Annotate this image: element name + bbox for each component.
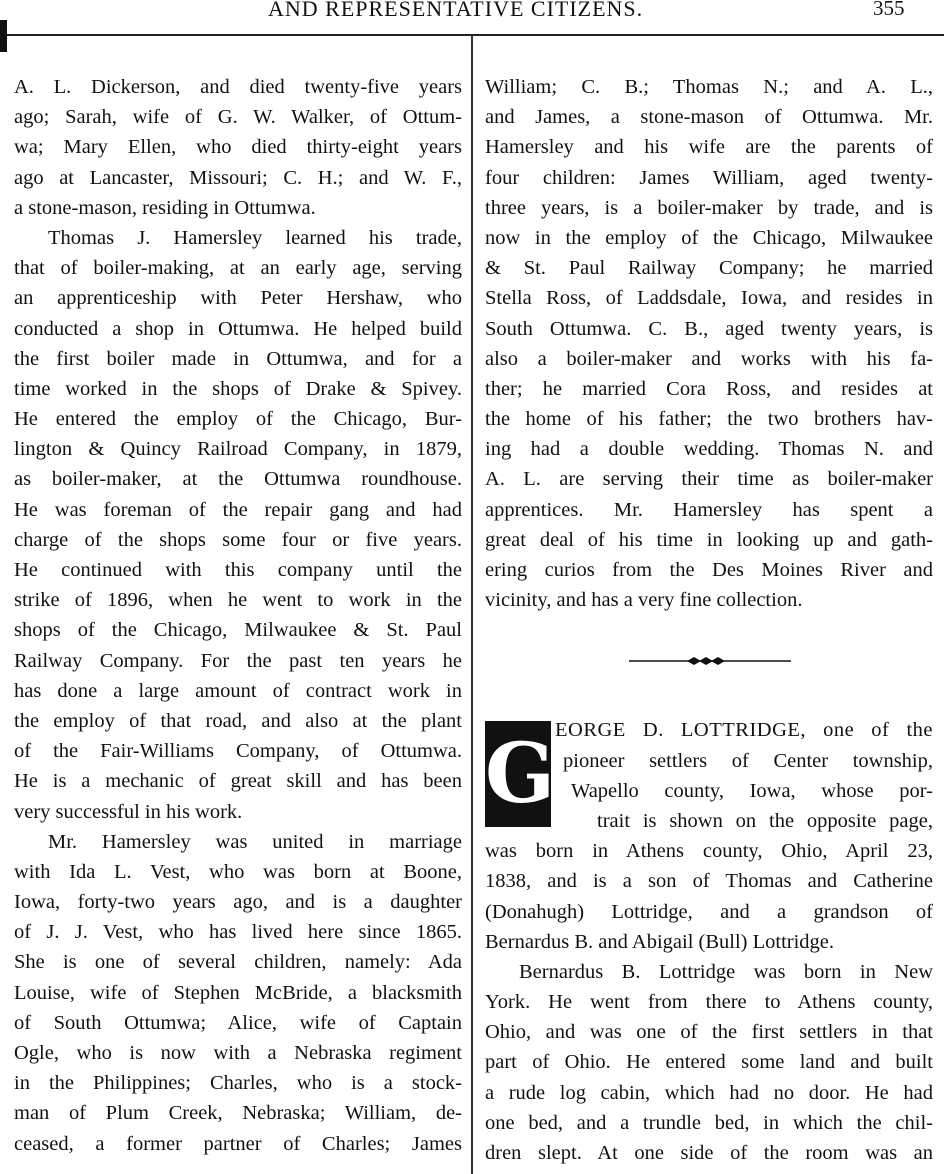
text-line: in the Philippines; Charles, who is a stock- [14, 1072, 462, 1095]
text-line: Iowa, forty-two years ago, and is a daughter [14, 891, 462, 914]
text-line: four children: James William, aged twenty- [485, 166, 933, 189]
text-line: He entered the employ of the Chicago, Bur- [14, 408, 462, 431]
text-line: ceased, a former partner of Charles; James [14, 1132, 462, 1155]
text-line: Wapello county, Iowa, whose por- [571, 779, 933, 802]
paragraph-start-line: Mr. Hamersley was united in marriage [48, 830, 462, 853]
text-line: William; C. B.; Thomas N.; and A. L., [485, 76, 933, 98]
text-line: an apprenticeship with Peter Hershaw, who [14, 287, 462, 310]
drop-cap-initial: G [485, 721, 551, 827]
text-line: York. He went from there to Athens county, [485, 991, 933, 1014]
text-line: conducted a shop in Ottumwa. He helped build [14, 317, 462, 340]
text-line: Ohio, and was one of the first settlers in that [485, 1021, 933, 1044]
text-line: man of Plum Creek, Nebraska; William, de- [14, 1102, 462, 1125]
page-number: 355 [873, 0, 905, 20]
text-line: pioneer settlers of Center township, [563, 749, 933, 772]
text-line: also a boiler-maker and works with his fa- [485, 347, 933, 370]
text-line: A. L. Dickerson, and died twenty-five years [14, 76, 462, 98]
text-line: ering curios from the Des Moines River and [485, 559, 933, 581]
column-divider [471, 36, 473, 1174]
text-line: and James, a stone-mason of Ottumwa. Mr. [485, 106, 933, 129]
text-line: & St. Paul Railway Company; he married [485, 257, 933, 280]
text-line: of South Ottumwa; Alice, wife of Captain [14, 1011, 462, 1034]
text-line: with Ida L. Vest, who was born at Boone, [14, 860, 462, 883]
text-line: the first boiler made in Ottumwa, and for a [14, 347, 462, 370]
text-line: great deal of his time in looking up and gath- [485, 528, 933, 551]
text-line: the home of his father; the two brothers hav- [485, 408, 933, 431]
section-divider-ornament [485, 615, 933, 715]
text-line: charge of the shops some four or five years. [14, 528, 462, 551]
text-line: Railway Company. For the past ten years he [14, 649, 462, 672]
text-line: He was foreman of the repair gang and had [14, 498, 462, 521]
text-line: He is a mechanic of great skill and has been [14, 770, 462, 793]
text-line: He continued with this company until the [14, 559, 462, 581]
text-line: dren slept. At one side of the room was an [485, 1142, 933, 1164]
biography-opening [485, 715, 933, 836]
text-line: 1838, and is a son of Thomas and Catherine [485, 870, 933, 893]
text-line: three years, is a boiler-maker by trade, and is [485, 196, 933, 219]
text-line: the employ of that road, and also at the plant [14, 709, 462, 732]
text-line: She is one of several children, namely: Ada [14, 951, 462, 974]
text-line: A. L. are serving their time as boiler-maker [485, 468, 933, 491]
text-line: as boiler-maker, at the Ottumwa roundhouse. [14, 468, 462, 491]
text-line: ago; Sarah, wife of G. W. Walker, of Ottum- [14, 106, 462, 129]
text-line: lington & Quincy Railroad Company, in 1879, [14, 438, 462, 461]
text-line: a stone-mason, residing in Ottumwa. [14, 196, 316, 219]
text-line: trait is shown on the opposite page, [597, 809, 933, 832]
text-line: Louise, wife of Stephen McBride, a blacksmith [14, 981, 462, 1004]
text-line: Hamersley and his wife are the parents of [485, 136, 933, 159]
text-line: now in the employ of the Chicago, Milwaukee [485, 226, 933, 249]
text-line: has done a large amount of contract work in [14, 679, 462, 702]
paragraph-start-line: Thomas J. Hamersley learned his trade, [48, 226, 462, 249]
text-line: strike of 1896, when he went to work in the [14, 589, 462, 612]
text-line: one bed, and a trundle bed, in which the chil- [485, 1111, 933, 1134]
text-line: part of Ohio. He entered some land and built [485, 1051, 933, 1074]
text-line: Ogle, who is now with a Nebraska regiment [14, 1042, 462, 1064]
text-line: EORGE D. LOTTRIDGE, one of the [555, 719, 933, 742]
text-line: (Donahugh) Lottridge, and a grandson of [485, 900, 933, 923]
text-line: a rude log cabin, which had no door. He had [485, 1081, 933, 1104]
text-line: apprentices. Mr. Hamersley has spent a [485, 498, 933, 521]
left-column [14, 72, 462, 1159]
text-line: very successful in his work. [14, 800, 243, 823]
page-header [0, 0, 944, 26]
right-column [485, 72, 933, 1168]
text-line: wa; Mary Ellen, who died thirty-eight years [14, 136, 462, 159]
text-line: time worked in the shops of Drake & Spivey. [14, 377, 462, 400]
text-line: Stella Ross, of Laddsdale, Iowa, and resides in [485, 287, 933, 310]
text-line: vicinity, and has a very fine collection. [485, 589, 803, 612]
text-line: ago at Lancaster, Missouri; C. H.; and W. F., [14, 166, 462, 189]
text-line: of the Fair-Williams Company, of Ottumwa. [14, 740, 462, 763]
text-line: Bernardus B. and Abigail (Bull) Lottridge. [485, 930, 835, 953]
text-line: ing had a double wedding. Thomas N. and [485, 438, 933, 461]
running-head: AND REPRESENTATIVE CITIZENS. [268, 0, 644, 21]
text-line: South Ottumwa. C. B., aged twenty years, is [485, 317, 933, 340]
binding-edge-mark [0, 20, 7, 52]
text-line: shops of the Chicago, Milwaukee & St. Paul [14, 619, 462, 642]
text-line: that of boiler-making, at an early age, serving [14, 257, 462, 280]
text-line: was born in Athens county, Ohio, April 23, [485, 840, 933, 863]
text-line: ther; he married Cora Ross, and resides at [485, 377, 933, 400]
text-line: of J. J. Vest, who has lived here since 1865. [14, 921, 462, 944]
flourish-divider-icon [625, 653, 795, 669]
paragraph-start-line: Bernardus B. Lottridge was born in New [519, 960, 933, 983]
